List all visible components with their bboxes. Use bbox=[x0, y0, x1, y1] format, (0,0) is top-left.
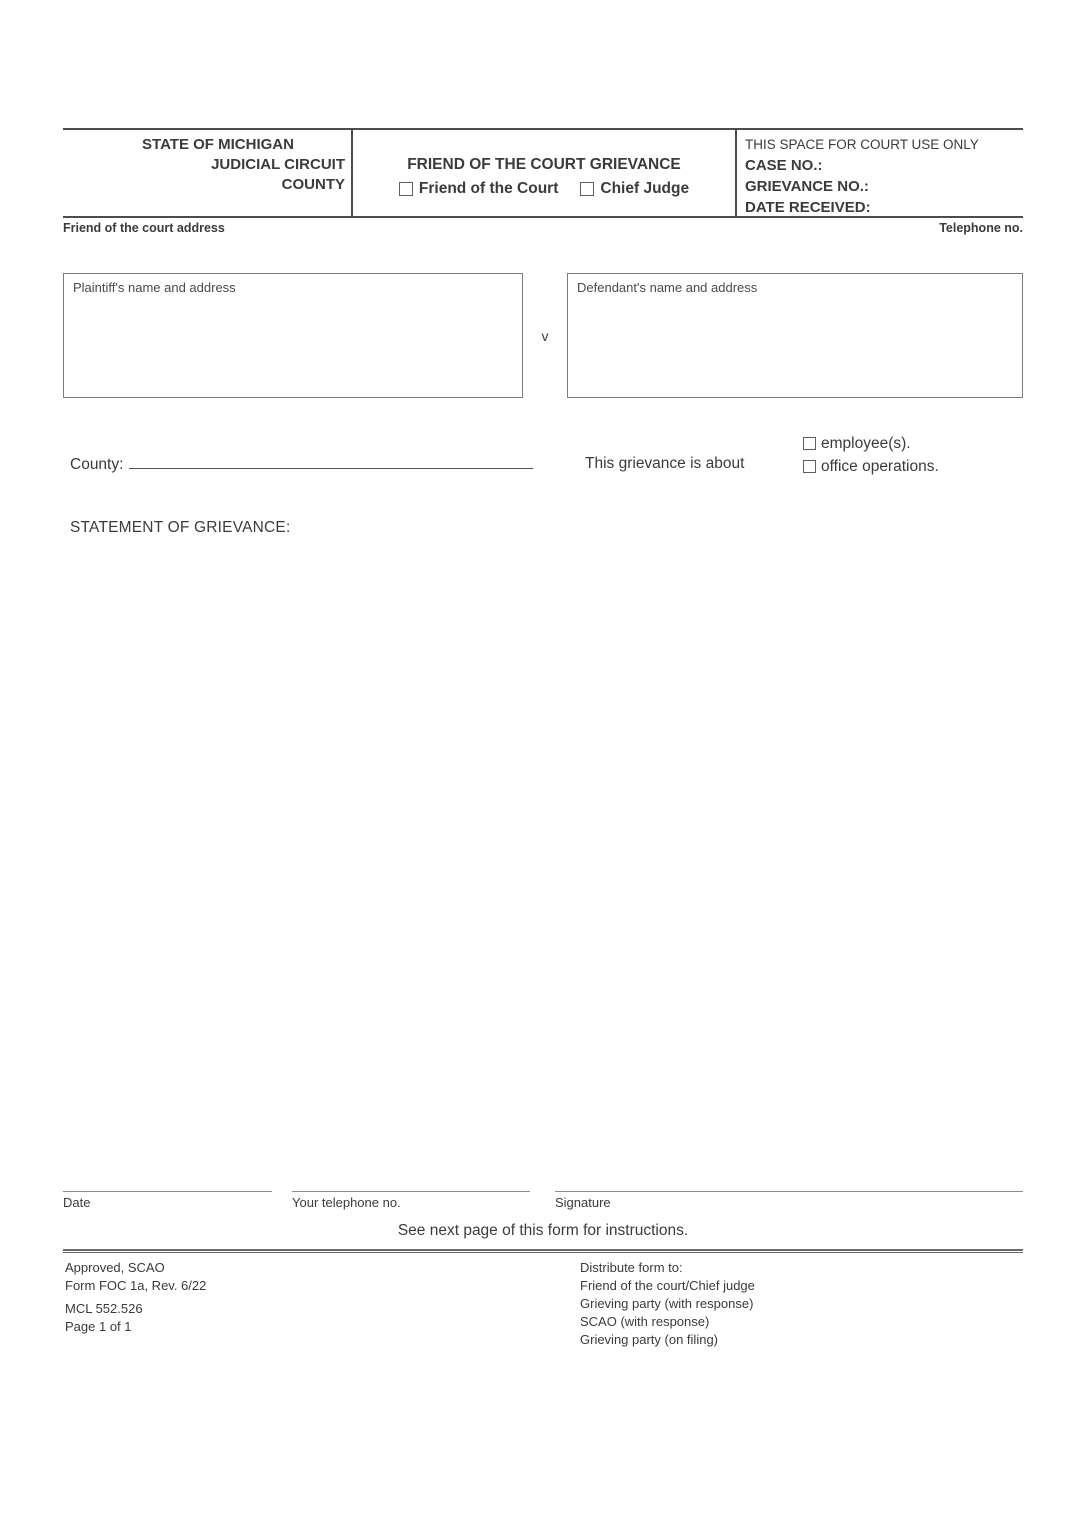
approved-scao-label: Approved, SCAO bbox=[65, 1260, 165, 1275]
date-label: Date bbox=[63, 1195, 91, 1210]
office-operations-checkbox[interactable] bbox=[803, 460, 816, 473]
see-instructions-note: See next page of this form for instructions. bbox=[397, 1222, 689, 1239]
case-no-label[interactable]: CASE NO.: bbox=[745, 157, 823, 174]
form-title: FRIEND OF THE COURT GRIEVANCE bbox=[407, 156, 681, 173]
date-signature-line[interactable] bbox=[63, 1191, 272, 1192]
defendant-box-label: Defendant's name and address bbox=[577, 280, 758, 295]
defendant-name-address-box[interactable] bbox=[567, 273, 1023, 398]
foc-address-label[interactable]: Friend of the court address bbox=[63, 221, 225, 235]
office-operations-option-label: office operations. bbox=[821, 457, 939, 475]
telephone-field bbox=[292, 1191, 530, 1210]
date-field bbox=[63, 1191, 272, 1210]
address-telephone-row bbox=[63, 221, 1023, 235]
judicial-circuit-label[interactable]: JUDICIAL CIRCUIT bbox=[211, 156, 345, 173]
distribute-item-grieving-party-response: Grieving party (with response) bbox=[580, 1296, 754, 1311]
friend-of-court-checkbox[interactable] bbox=[399, 182, 413, 196]
chief-judge-checkbox[interactable] bbox=[580, 182, 594, 196]
employees-option-label: employee(s). bbox=[821, 434, 911, 452]
county-label: County: bbox=[70, 456, 124, 473]
plaintiff-name-address-box[interactable] bbox=[63, 273, 523, 398]
county-input-line[interactable] bbox=[129, 455, 533, 469]
grievance-no-label[interactable]: GRIEVANCE NO.: bbox=[745, 178, 869, 195]
date-received-label[interactable]: DATE RECEIVED: bbox=[745, 199, 871, 216]
plaintiff-box-label: Plaintiff's name and address bbox=[73, 280, 236, 295]
form-title-cell bbox=[353, 130, 737, 216]
grievance-about-options bbox=[803, 432, 939, 478]
county-field-row bbox=[70, 455, 533, 474]
employees-option[interactable] bbox=[803, 432, 939, 455]
court-caption-cell bbox=[63, 130, 353, 216]
footer-distribution-list bbox=[580, 1259, 755, 1349]
mcl-citation-label: MCL 552.526 bbox=[65, 1301, 143, 1316]
distribute-form-to-label: Distribute form to: bbox=[580, 1260, 683, 1275]
office-operations-option[interactable] bbox=[803, 455, 939, 478]
chief-judge-option[interactable] bbox=[580, 178, 689, 200]
statement-of-grievance-heading: STATEMENT OF GRIEVANCE: bbox=[70, 519, 291, 536]
county-caption-label[interactable]: COUNTY bbox=[281, 176, 345, 193]
grievance-target-choices bbox=[399, 178, 689, 200]
versus-label: v bbox=[541, 327, 549, 344]
footer-form-identity bbox=[65, 1259, 206, 1336]
footer-divider bbox=[63, 1249, 1023, 1253]
friend-of-court-option[interactable] bbox=[399, 178, 559, 200]
your-telephone-label: Your telephone no. bbox=[292, 1195, 401, 1210]
employees-checkbox[interactable] bbox=[803, 437, 816, 450]
distribute-item-scao-response: SCAO (with response) bbox=[580, 1314, 710, 1329]
state-label: STATE OF MICHIGAN bbox=[142, 136, 294, 153]
page-number-label: Page 1 of 1 bbox=[65, 1319, 132, 1334]
signature-label: Signature bbox=[555, 1195, 611, 1210]
form-number-label: Form FOC 1a, Rev. 6/22 bbox=[65, 1278, 207, 1293]
telephone-signature-line[interactable] bbox=[292, 1191, 530, 1192]
distribute-item-grieving-party-filing: Grieving party (on filing) bbox=[580, 1332, 718, 1347]
friend-of-court-option-label: Friend of the Court bbox=[418, 180, 559, 197]
signature-field bbox=[555, 1191, 1023, 1210]
chief-judge-option-label: Chief Judge bbox=[600, 180, 690, 197]
caption-table bbox=[63, 128, 1023, 218]
court-use-cell bbox=[737, 130, 1023, 216]
party-row bbox=[63, 273, 1023, 398]
distribute-item-foc-chief-judge: Friend of the court/Chief judge bbox=[580, 1278, 755, 1293]
telephone-no-label[interactable]: Telephone no. bbox=[939, 221, 1023, 235]
grievance-about-label: This grievance is about bbox=[585, 455, 745, 472]
signature-line[interactable] bbox=[555, 1191, 1023, 1192]
statement-of-grievance-writing-area[interactable] bbox=[63, 548, 1023, 1173]
court-use-only-label: THIS SPACE FOR COURT USE ONLY bbox=[745, 137, 979, 152]
